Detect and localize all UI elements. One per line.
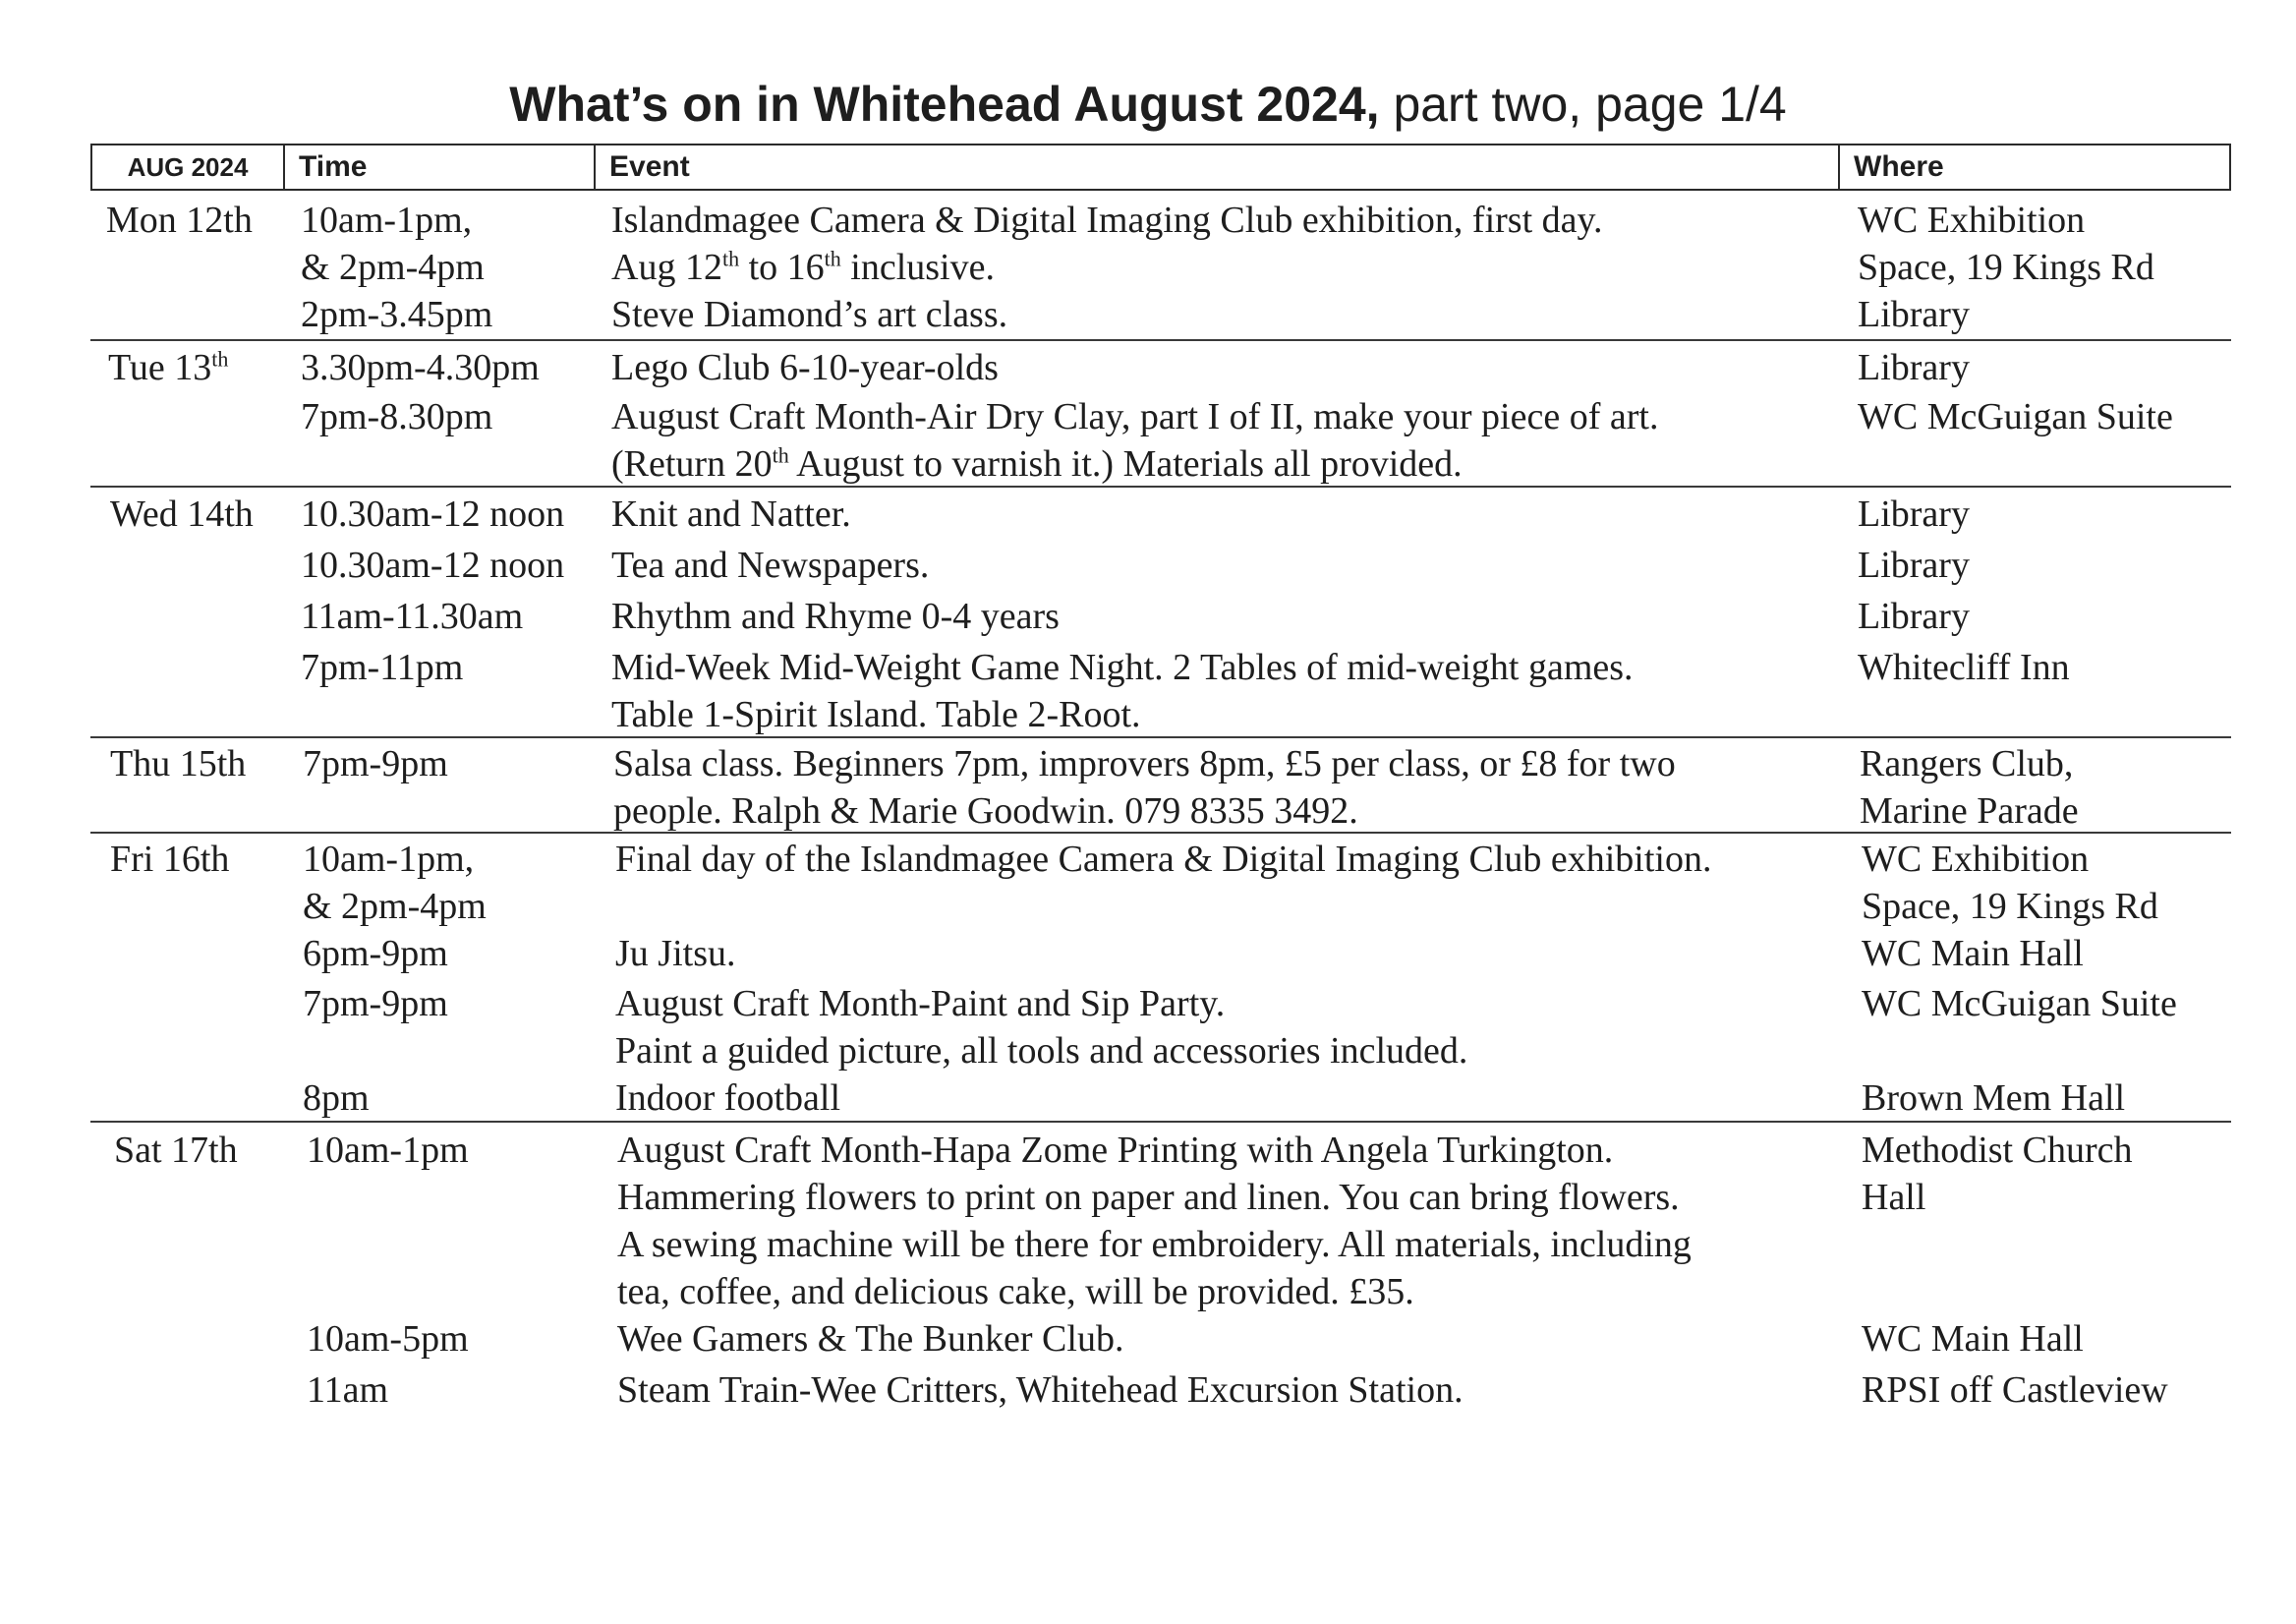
time-cell: 10am-1pm, [303, 839, 475, 880]
page-title [0, 75, 2296, 134]
event-cell: Indoor football [615, 1077, 841, 1119]
day-label: Tue 13th [108, 346, 229, 388]
time-cell: 11am-11.30am [301, 596, 524, 637]
where-cell: Space, 19 Kings Rd [1862, 886, 2158, 927]
where-cell: WC Main Hall [1862, 933, 2084, 974]
title-main: What’s on in Whitehead August 2024, [509, 77, 1380, 132]
event-cell: Table 1-Spirit Island. Table 2-Root. [611, 694, 1141, 735]
time-cell: 10am-1pm, [301, 200, 473, 241]
event-cell: Rhythm and Rhyme 0-4 years [611, 596, 1060, 637]
time-cell: 8pm [303, 1077, 370, 1119]
where-cell: Library [1858, 493, 1970, 535]
where-cell: WC Exhibition [1858, 200, 2086, 241]
time-cell: 3.30pm-4.30pm [301, 347, 540, 388]
day-label: Sat 17th [114, 1130, 238, 1171]
header-time: Time [285, 145, 596, 189]
time-cell: & 2pm-4pm [303, 886, 487, 927]
event-cell: Ju Jitsu. [615, 933, 736, 974]
where-cell: Library [1858, 294, 1970, 335]
event-cell: August Craft Month-Paint and Sip Party. [615, 983, 1226, 1024]
time-cell: 7pm-9pm [303, 743, 448, 784]
time-cell: 6pm-9pm [303, 933, 448, 974]
event-cell: Islandmagee Camera & Digital Imaging Club exhibition, first day. [611, 200, 1603, 241]
row-divider [90, 1121, 2231, 1123]
table-header [90, 144, 2231, 191]
row-divider [90, 832, 2231, 834]
event-cell: Aug 12th to 16th inclusive. [611, 246, 995, 288]
row-divider [90, 736, 2231, 738]
where-cell: Rangers Club, [1860, 743, 2074, 784]
where-cell: Methodist Church [1862, 1130, 2133, 1171]
day-label: Mon 12th [106, 200, 253, 241]
time-cell: 2pm-3.45pm [301, 294, 493, 335]
where-cell: Library [1858, 545, 1970, 586]
event-cell: Wee Gamers & The Bunker Club. [617, 1318, 1124, 1360]
where-cell: WC McGuigan Suite [1858, 396, 2173, 437]
time-cell: 10am-1pm [307, 1130, 469, 1171]
time-cell: & 2pm-4pm [301, 247, 485, 288]
event-cell: A sewing machine will be there for embroidery. All materials, including [617, 1224, 1692, 1265]
event-cell: Knit and Natter. [611, 493, 851, 535]
where-cell: WC Exhibition [1862, 839, 2090, 880]
where-cell: Marine Parade [1860, 790, 2079, 832]
time-cell: 7pm-11pm [301, 647, 464, 688]
where-cell: Library [1858, 347, 1970, 388]
time-cell: 7pm-9pm [303, 983, 448, 1024]
event-cell: Steve Diamond’s art class. [611, 294, 1008, 335]
where-cell: Hall [1862, 1177, 1926, 1218]
day-label: Fri 16th [110, 839, 230, 880]
where-cell: Library [1858, 596, 1970, 637]
header-date: AUG 2024 [92, 145, 285, 189]
event-cell: Tea and Newspapers. [611, 545, 930, 586]
event-cell: Mid-Week Mid-Weight Game Night. 2 Tables of mid-weight games. [611, 647, 1634, 688]
day-label: Wed 14th [110, 493, 254, 535]
event-cell: Steam Train-Wee Critters, Whitehead Excursion Station. [617, 1369, 1464, 1411]
event-cell: August Craft Month-Air Dry Clay, part I of II, make your piece of art. [611, 396, 1659, 437]
row-divider [90, 339, 2231, 341]
time-cell: 11am [307, 1369, 389, 1411]
title-suffix: part two, page 1/4 [1379, 77, 1787, 132]
where-cell: Space, 19 Kings Rd [1858, 247, 2154, 288]
where-cell: Brown Mem Hall [1862, 1077, 2126, 1119]
where-cell: WC Main Hall [1862, 1318, 2084, 1360]
where-cell: WC McGuigan Suite [1862, 983, 2177, 1024]
event-cell: people. Ralph & Marie Goodwin. 079 8335 3492. [613, 790, 1358, 832]
event-cell: Paint a guided picture, all tools and accessories included. [615, 1030, 1468, 1072]
header-event: Event [596, 145, 1840, 189]
time-cell: 10am-5pm [307, 1318, 469, 1360]
where-cell: RPSI off Castleview [1862, 1369, 2168, 1411]
event-cell: Final day of the Islandmagee Camera & Digital Imaging Club exhibition. [615, 839, 1712, 880]
event-cell: Salsa class. Beginners 7pm, improvers 8pm, £5 per class, or £8 for two [613, 743, 1676, 784]
row-divider [90, 486, 2231, 488]
time-cell: 10.30am-12 noon [301, 493, 565, 535]
header-where: Where [1854, 150, 1944, 183]
event-cell: Lego Club 6-10-year-olds [611, 347, 999, 388]
day-label: Thu 15th [110, 743, 247, 784]
time-cell: 10.30am-12 noon [301, 545, 565, 586]
event-cell: (Return 20th August to varnish it.) Materials all provided. [611, 442, 1463, 485]
event-cell: Hammering flowers to print on paper and linen. You can bring flowers. [617, 1177, 1680, 1218]
event-cell: tea, coffee, and delicious cake, will be provided. £35. [617, 1271, 1414, 1312]
time-cell: 7pm-8.30pm [301, 396, 493, 437]
where-cell: Whitecliff Inn [1858, 647, 2070, 688]
event-cell: August Craft Month-Hapa Zome Printing with Angela Turkington. [617, 1130, 1614, 1171]
